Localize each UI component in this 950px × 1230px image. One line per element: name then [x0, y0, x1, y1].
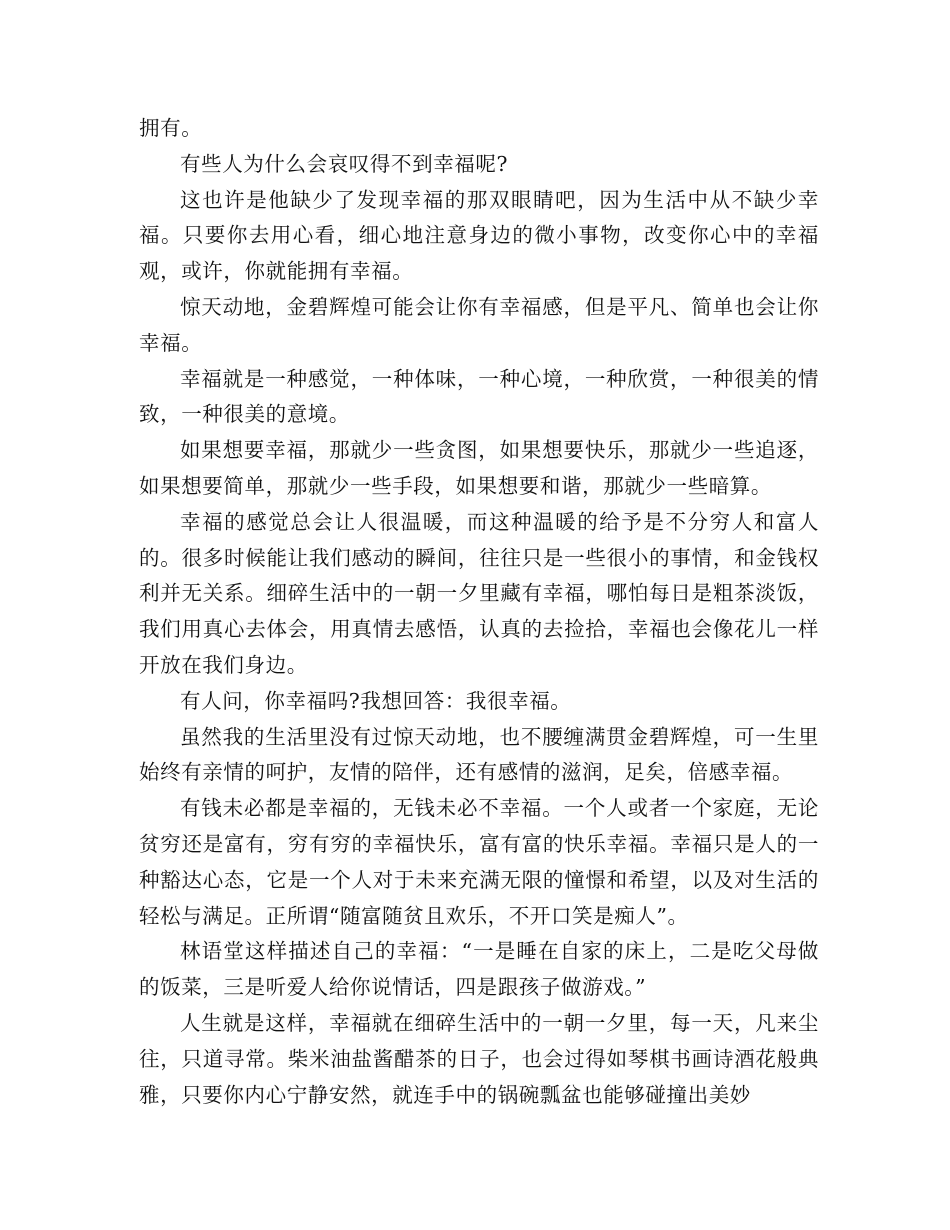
paragraph: 这也许是他缺少了发现幸福的那双眼睛吧，因为生活中从不缺少幸福。只要你去用心看，细心地注意身边的微小事物，改变你心中的幸福观，或许，你就能拥有幸福。 — [139, 187, 819, 284]
paragraph-continuation: 拥有。 — [139, 116, 203, 140]
paragraph: 如果想要幸福，那就少一些贪图，如果想要快乐，那就少一些追逐，如果想要简单，那就少一些手段，如果想要和谐，那就少一些暗算。 — [139, 438, 819, 498]
paragraph: 虽然我的生活里没有过惊天动地，也不腰缠满贯金碧辉煌，可一生里始终有亲情的呵护，友情的陪伴，还有感情的滋润，足矣，倍感幸福。 — [139, 724, 819, 785]
paragraph: 有钱未必都是幸福的，无钱未必不幸福。一个人或者一个家庭，无论贫穷还是富有，穷有穷的幸福快乐，富有富的快乐幸福。幸福只是人的一种豁达心态，它是一个人对于未来充满无限的憧憬和希望，以及对生活的轻松与满足。正所谓“随富随贫且欢乐，不开口笑是痴人”。 — [139, 796, 819, 928]
body-text — [139, 111, 819, 1113]
paragraph: 有人问，你幸福吗?我想回答：我很幸福。 — [180, 688, 572, 713]
paragraph: 幸福就是一种感觉，一种体味，一种心境，一种欣赏，一种很美的情致，一种很美的意境。 — [139, 366, 819, 427]
paragraph-quote: 林语堂这样描述自己的幸福：“一是睡在自家的床上，二是吃父母做的饭菜，三是听爱人给你说情话，四是跟孩子做游戏。” — [139, 939, 819, 1000]
paragraph: 惊天动地，金碧辉煌可能会让你有幸福感，但是平凡、简单也会让你幸福。 — [139, 294, 819, 355]
paragraph: 人生就是这样，幸福就在细碎生活中的一朝一夕里，每一天，凡来尘往，只道寻常。柴米油盐酱醋茶的日子，也会过得如琴棋书画诗酒花般典雅，只要你内心宁静安然，就连手中的锅碗瓢盆也能够碰撞出美妙 — [139, 1010, 819, 1107]
paragraph-question: 有些人为什么会哀叹得不到幸福呢? — [180, 151, 509, 176]
paragraph: 幸福的感觉总会让人很温暖，而这种温暖的给予是不分穷人和富人的。很多时候能让我们感动的瞬间，往往只是一些很小的事情，和金钱权利并无关系。细碎生活中的一朝一夕里藏有幸福，哪怕每日是粗茶淡饭，我们用真心去体会，用真情去感悟，认真的去捡拾，幸福也会像花儿一样开放在我们身边。 — [139, 509, 819, 677]
